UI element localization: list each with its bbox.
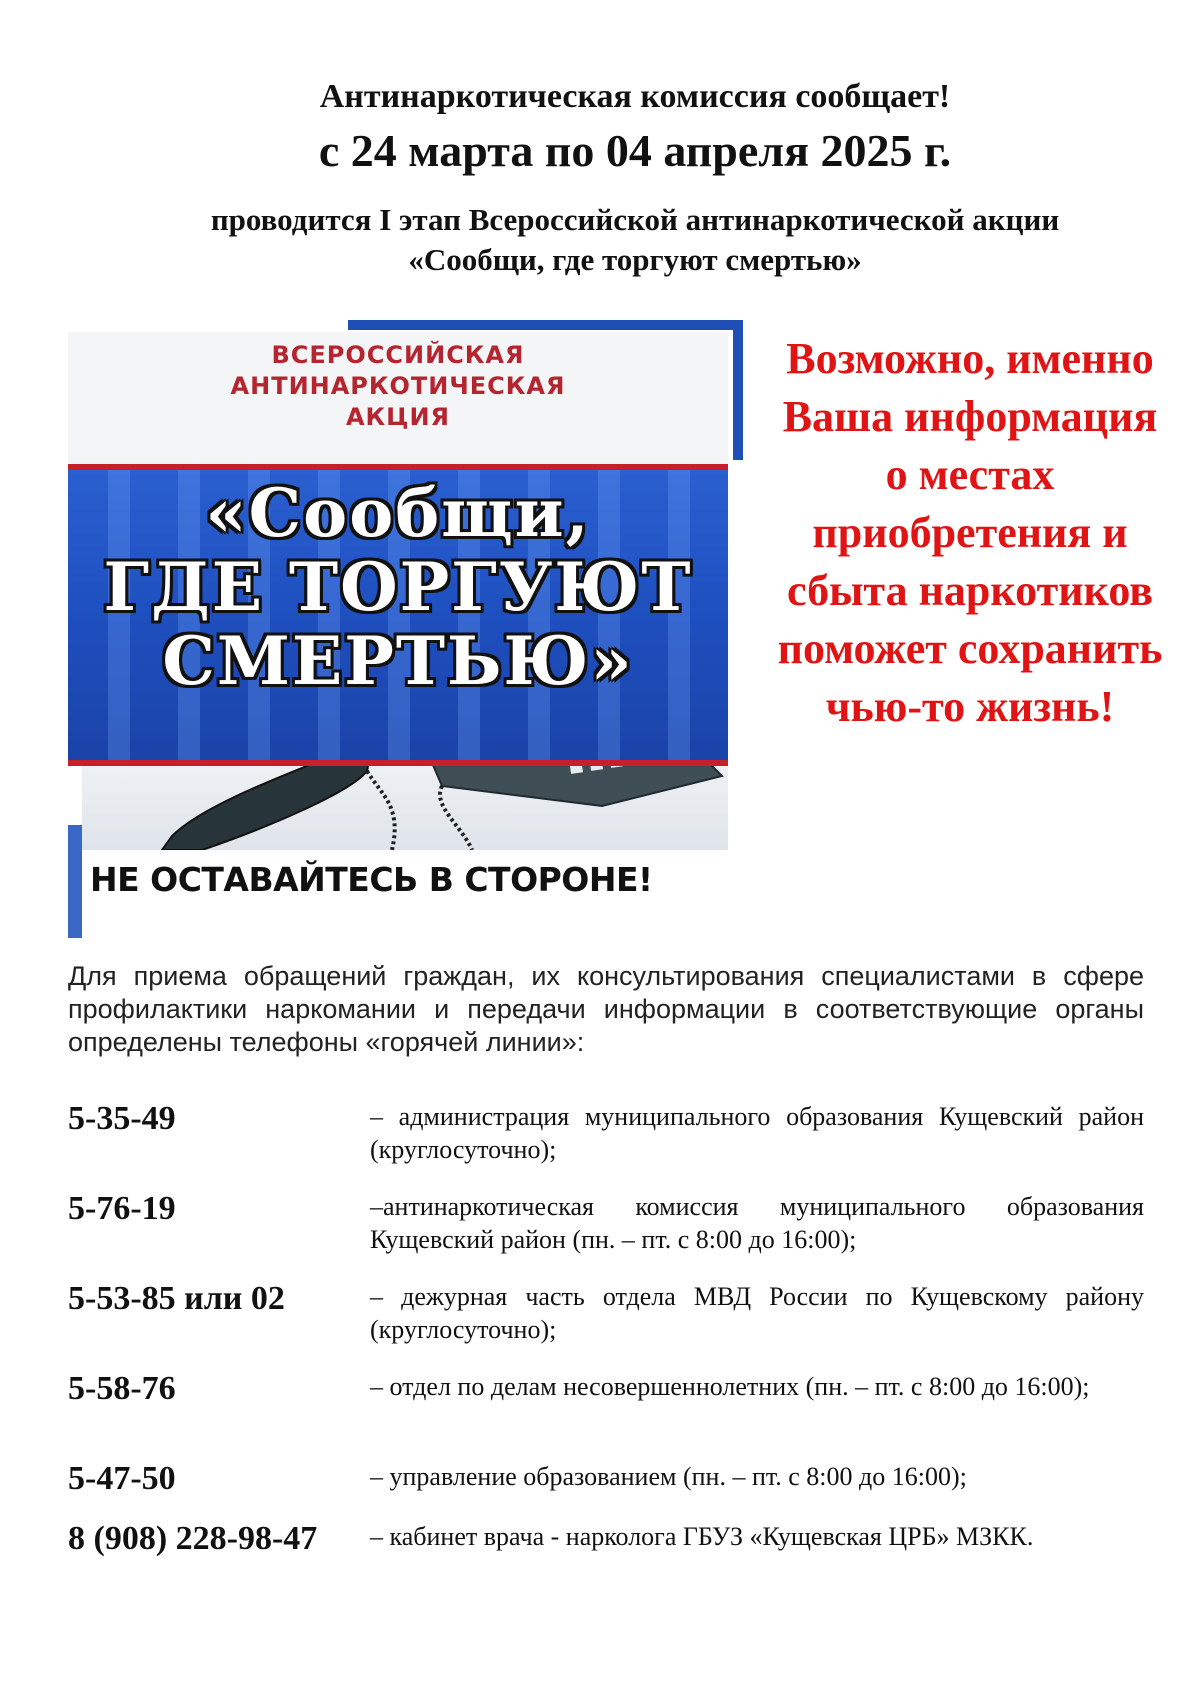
phone-description: – управление образованием (пн. – пт. с 8:00 до 16:00); xyxy=(370,1462,967,1491)
list-item xyxy=(68,1100,1144,1190)
notice-heading: Антинаркотическая комиссия сообщает! xyxy=(319,78,951,115)
phone-number: 5-47-50 xyxy=(68,1460,176,1497)
hotline-list xyxy=(68,1100,1144,1570)
telephone-icon xyxy=(82,766,728,850)
phone-description: –антинаркотическая комиссия муниципального образования Кущевский район (пн. – пт. с 8:00 до 16:00); xyxy=(370,1192,1144,1254)
phone-number: 5-58-76 xyxy=(68,1370,176,1407)
poster-telephone-photo xyxy=(82,766,728,850)
phone-number: 8 (908) 228-98-47 xyxy=(68,1520,318,1557)
poster-frame-top xyxy=(348,320,743,330)
hotline-intro-paragraph: Для приема обращений граждан, их консультирования специалистами в сфере профилактики наркомании и передачи информации в соответствующие органы определены телефоны «горячей линии»: xyxy=(68,961,1144,1057)
campaign-subheading: проводится I этап Всероссийской антинаркотической акции «Сообщи, где торгуют смертью» xyxy=(210,202,1060,277)
list-item xyxy=(68,1460,1144,1520)
poster-slogan: «Сообщи, ГДЕ ТОРГУЮТ СМЕРТЬЮ» xyxy=(103,474,693,700)
phone-description: – администрация муниципального образования Кущевский район (круглосуточно); xyxy=(370,1102,1144,1164)
phone-description: – дежурная часть отдела МВД России по Кущевскому району (круглосуточно); xyxy=(370,1282,1144,1344)
list-item xyxy=(68,1190,1144,1280)
phone-number: 5-76-19 xyxy=(68,1190,176,1227)
phone-number: 5-35-49 xyxy=(68,1100,176,1137)
list-item xyxy=(68,1520,1144,1570)
list-item xyxy=(68,1370,1144,1460)
date-range-heading: с 24 марта по 04 апреля 2025 г. xyxy=(318,125,952,176)
red-appeal-message: Возможно, именно Ваша информация о местах приобретения и сбыта наркотиков поможет сохранить чью-то жизнь! xyxy=(777,334,1163,731)
phone-description: – отдел по делам несовершеннолетних (пн. – пт. с 8:00 до 16:00); xyxy=(370,1372,1090,1401)
list-item xyxy=(68,1280,1144,1370)
campaign-poster xyxy=(68,320,743,938)
phone-number: 5-53-85 или 02 xyxy=(68,1280,285,1317)
poster-title: ВСЕРОССИЙСКАЯ АНТИНАРКОТИЧЕСКАЯ АКЦИЯ xyxy=(230,341,566,431)
poster-frame-right xyxy=(733,320,743,460)
poster-blue-panel xyxy=(68,470,728,760)
poster-frame-left xyxy=(68,825,82,938)
poster-call-to-action: НЕ ОСТАВАЙТЕСЬ В СТОРОНЕ! xyxy=(90,860,653,899)
phone-description: – кабинет врача - нарколога ГБУЗ «Кущевская ЦРБ» МЗКК. xyxy=(370,1522,1034,1551)
